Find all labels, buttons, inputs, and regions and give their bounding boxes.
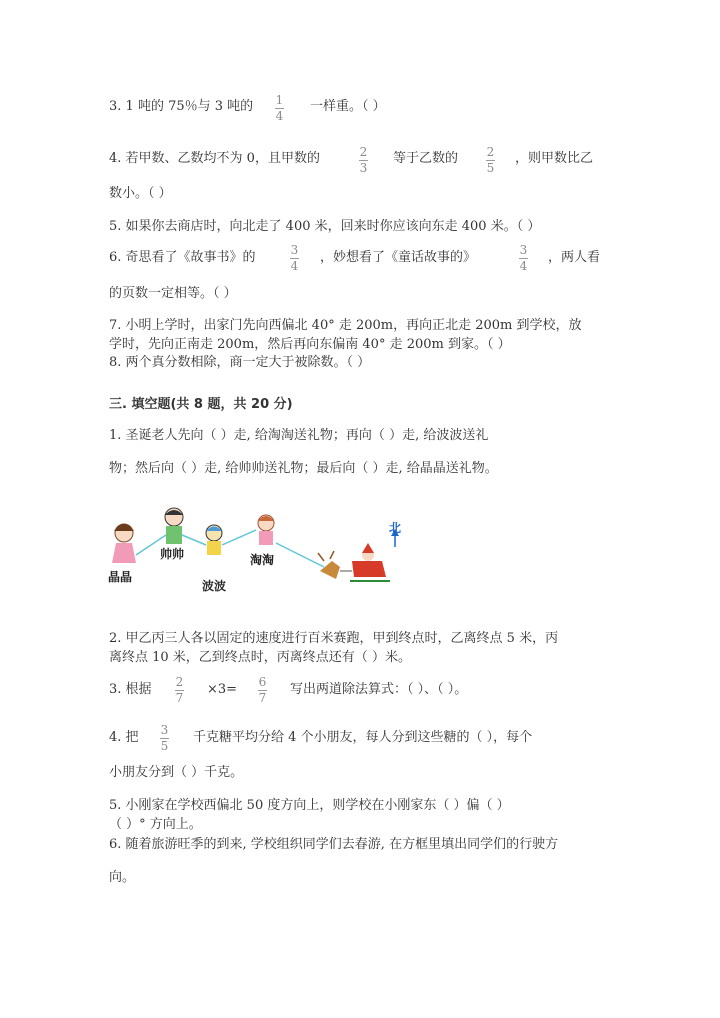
fill5-text-b: （ ）° 方向上。 <box>109 817 202 832</box>
fill2-text-b: 离终点 10 米，乙到终点时，丙离终点还有（ ）米。 <box>109 650 411 665</box>
q6-text-c: ，两人看 <box>548 250 601 265</box>
q6-text-d: 的页数一定相等。（ ） <box>109 286 237 301</box>
q4-fraction-2 <box>486 146 495 175</box>
fraction-denominator: 4 <box>519 259 528 273</box>
fill3-text-a: 3. 根据 <box>109 682 152 697</box>
fraction-numerator: 3 <box>160 723 169 737</box>
fill5-text-a: 5. 小刚家在学校西偏北 50 度方向上，则学校在小刚家东（ ）偏（ ） <box>109 798 510 813</box>
section-title: 三. 填空题(共 8 题，共 20 分) <box>109 397 293 412</box>
q3-fraction <box>275 94 284 123</box>
shuaishuai-figure <box>165 508 183 544</box>
fill4-text-a: 4. 把 <box>109 730 139 745</box>
label-shuaishuai: 帅帅 <box>160 547 185 561</box>
fill6-text-a: 6. 随着旅游旺季的到来, 学校组织同学们去春游, 在方框里填出同学们的行驶方 <box>109 837 559 852</box>
sleigh-icon <box>318 543 390 581</box>
fill4-fraction <box>160 724 169 753</box>
fill6-text-b: 向。 <box>109 870 136 885</box>
fraction-numerator: 3 <box>290 243 299 257</box>
q4-text-b: 等于乙数的 <box>393 151 459 166</box>
fill4-text-b: 千克糖平均分给 4 个小朋友，每人分到这些糖的（ ），每个 <box>193 730 533 745</box>
label-north: 北 <box>389 521 402 535</box>
q8-text: 8. 两个真分数相除，商一定大于被除数。（ ） <box>109 355 371 370</box>
fraction-denominator: 3 <box>359 161 368 175</box>
fraction-denominator: 5 <box>486 161 495 175</box>
fill3-text-b: ×3= <box>207 682 238 697</box>
fraction-denominator: 7 <box>175 691 184 705</box>
bobo-figure <box>206 525 222 555</box>
q7-text-a: 7. 小明上学时，出家门先向西偏北 40° 走 200m，再向正北走 200m 到学校，放 <box>109 318 582 333</box>
fraction-numerator: 2 <box>359 145 368 159</box>
fill1-text-b: 物；然后向（ ）走, 给帅帅送礼物；最后向（ ）走, 给晶晶送礼物。 <box>109 461 498 476</box>
fraction-numerator: 3 <box>519 243 528 257</box>
q3-text-b: 一样重。（ ） <box>310 99 386 114</box>
q4-text-c: ，则甲数比乙 <box>515 151 594 166</box>
jingjing-figure <box>112 524 136 563</box>
label-taotao: 淘淘 <box>250 553 275 567</box>
label-jingjing: 晶晶 <box>108 570 133 584</box>
q4-fraction-1 <box>359 146 368 175</box>
q5-text: 5. 如果你去商店时，向北走了 400 米，回来时你应该向东走 400 米。（ ） <box>109 219 541 234</box>
fraction-numerator: 1 <box>275 93 284 107</box>
fraction-numerator: 6 <box>258 675 267 689</box>
fraction-numerator: 2 <box>175 675 184 689</box>
fill3-fraction-2 <box>258 676 267 705</box>
fraction-denominator: 4 <box>275 109 284 123</box>
fraction-denominator: 7 <box>258 691 267 705</box>
taotao-figure <box>258 515 274 545</box>
q6-fraction-2 <box>519 244 528 273</box>
q6-text-a: 6. 奇思看了《故事书》的 <box>109 250 256 265</box>
q7-text-b: 学时，先向正南走 200m，然后再向东偏南 40° 走 200m 到家。（ ） <box>109 337 511 352</box>
fill4-text-c: 小朋友分到（ ）千克。 <box>109 765 244 780</box>
fill3-text-c: 写出两道除法算式：（ ）、（ ）。 <box>290 682 468 697</box>
fill3-fraction-1 <box>175 676 184 705</box>
label-bobo: 波波 <box>202 579 227 593</box>
fraction-denominator: 5 <box>160 739 169 753</box>
q6-fraction-1 <box>290 244 299 273</box>
santa-route-illustration <box>104 505 414 597</box>
q4-text-d: 数小。（ ） <box>109 186 172 201</box>
q3-text-a: 3. 1 吨的 75％与 3 吨的 <box>109 99 254 114</box>
q4-text-a: 4. 若甲数、乙数均不为 0，且甲数的 <box>109 151 320 166</box>
fraction-denominator: 4 <box>290 259 299 273</box>
q6-text-b: ，妙想看了《童话故事的》 <box>320 250 477 265</box>
fraction-numerator: 2 <box>486 145 495 159</box>
fill2-text-a: 2. 甲乙丙三人各以固定的速度进行百米赛跑，甲到终点时，乙离终点 5 米，丙 <box>109 631 559 646</box>
fill1-text-a: 1. 圣诞老人先向（ ）走, 给淘淘送礼物；再向（ ）走, 给波波送礼 <box>109 428 489 443</box>
